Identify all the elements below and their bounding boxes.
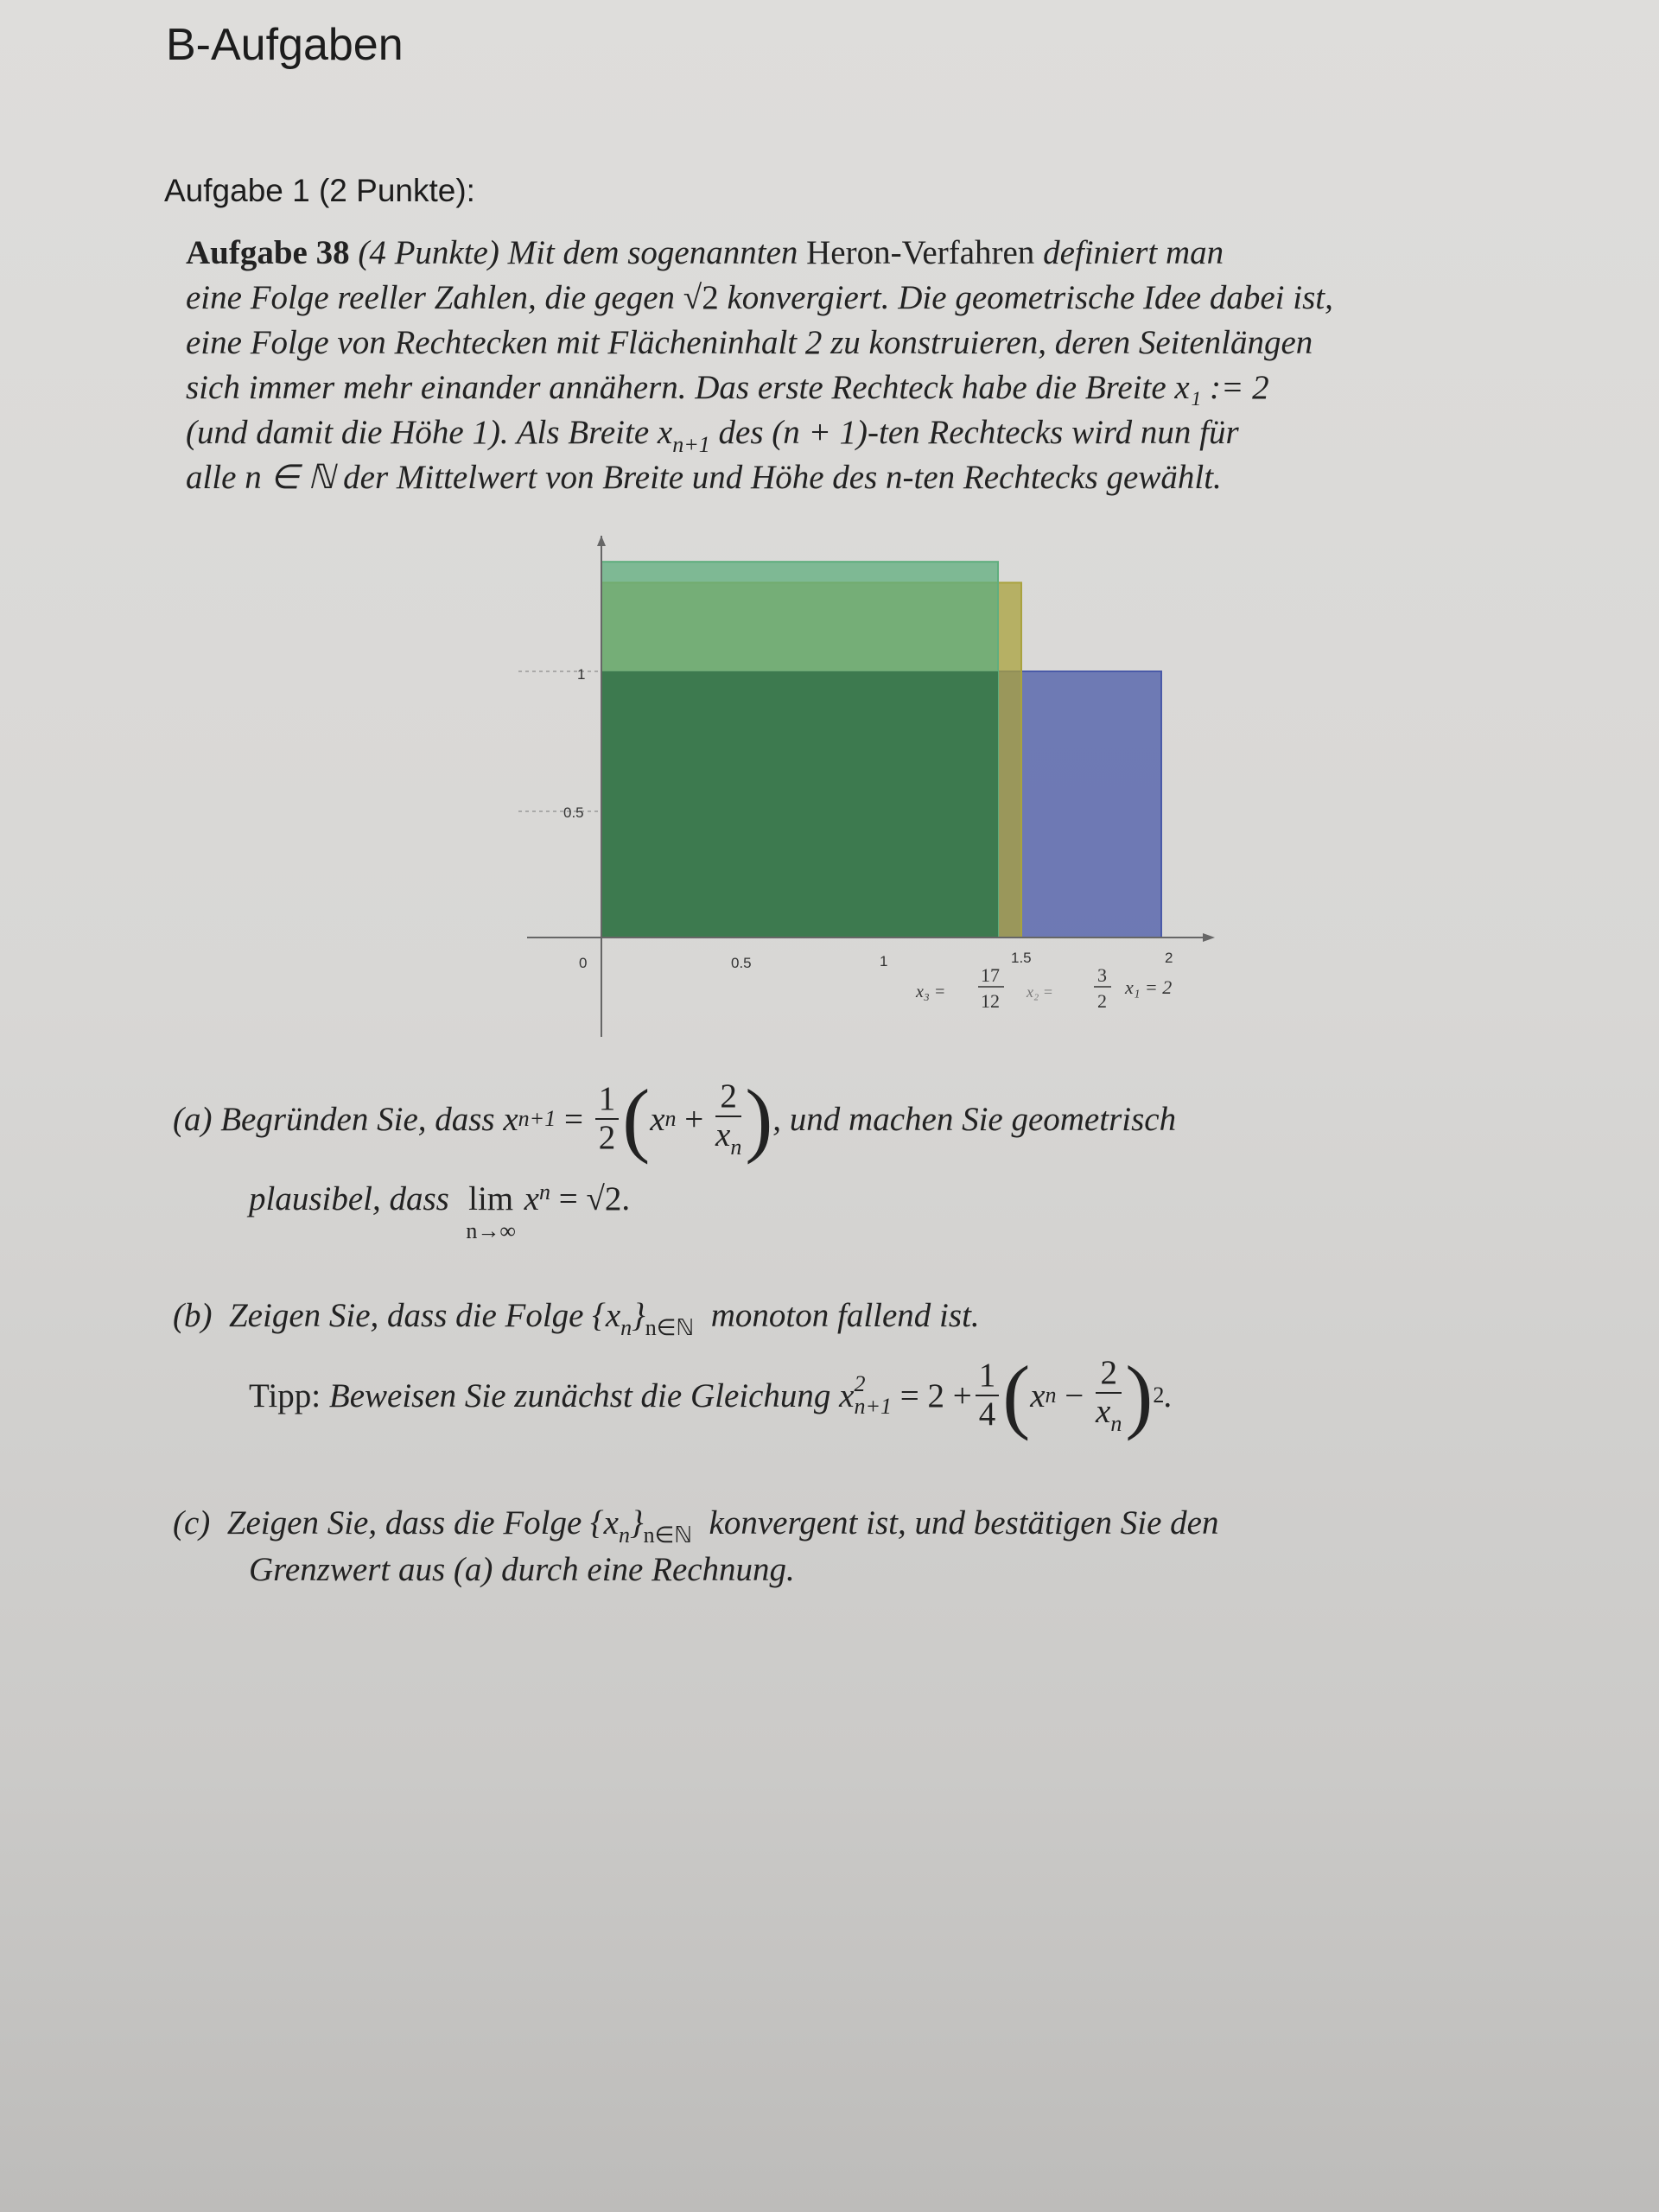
task-line-4: sich immer mehr einander annähern. Das erste Rechteck habe die Breite x₁ := 2 <box>186 369 1269 406</box>
y-axis-arrow-icon <box>597 536 606 546</box>
task-line-2 <box>186 278 1333 317</box>
x-tick-1-5: 1.5 <box>1011 950 1032 966</box>
part-b-brace: } <box>632 1297 645 1334</box>
tip-equals: = 2 + <box>899 1376 972 1414</box>
y-tick-0: 0 <box>579 955 588 971</box>
part-a-line-2 <box>249 1179 630 1244</box>
task-line-3: eine Folge von Rechtecken mit Flächeninhalt 2 zu konstruieren, deren Seitenlängen <box>186 324 1313 361</box>
lim-word: lim <box>468 1180 514 1217</box>
tip-sup: 2 <box>854 1371 866 1396</box>
part-c-label: (c) <box>173 1504 211 1541</box>
x-tick-2: 2 <box>1165 950 1173 966</box>
y-tick-0-5: 0.5 <box>563 804 584 821</box>
x3-denominator: 12 <box>981 990 1000 1012</box>
part-b-text: Zeigen Sie, dass die Folge {x <box>228 1297 621 1334</box>
task-line5-a: (und damit die Höhe 1). Als Breite x <box>186 414 673 451</box>
task-line-6: alle n ∈ ℕ der Mittelwert von Breite und Höhe des n-ten Rechtecks gewählt. <box>186 459 1222 496</box>
xn-den: $x_n$ <box>715 1116 742 1160</box>
half-den: 2 <box>598 1119 616 1156</box>
task-line5-b: des (n + 1)-ten Rechtecks wird nun für <box>718 414 1239 451</box>
part-a-line2-x-sub: n <box>538 1179 550 1205</box>
task-number: Aufgabe 38 <box>186 234 350 271</box>
limit-expression <box>466 1179 516 1244</box>
part-a <box>173 1071 1590 1270</box>
x2-label: x₂ = <box>1027 983 1053 1001</box>
task-line1-a: Mit dem sogenannten <box>507 234 798 271</box>
x3-numerator: 17 <box>981 964 1000 986</box>
x-axis-arrow-icon <box>1203 933 1215 942</box>
two-num: 2 <box>715 1078 741 1117</box>
tip-xn: x <box>1030 1376 1046 1414</box>
part-a-xn: x <box>650 1100 665 1138</box>
part-c <box>173 1503 1590 1607</box>
task-line-1 <box>186 233 1224 272</box>
part-b-label: (b) <box>173 1297 213 1334</box>
y-tick-1: 1 <box>577 666 586 683</box>
left-paren: ( <box>622 1072 651 1165</box>
tip-sub: n+1 <box>854 1394 893 1419</box>
part-a-line2-x: x <box>524 1180 539 1217</box>
task-line2-a: eine Folge reeller Zahlen, die gegen <box>186 279 676 316</box>
part-c-index-set: n∈ℕ <box>643 1522 693 1548</box>
part-b-text2: monoton fallend ist. <box>710 1297 980 1334</box>
tip-right-paren: ) <box>1125 1349 1154 1441</box>
part-b-index-set: n∈ℕ <box>645 1315 695 1340</box>
part-b-line-1 <box>173 1296 980 1341</box>
half-num: 1 <box>595 1081 620 1120</box>
task-line1-c: definiert man <box>1043 234 1224 271</box>
heron-rectangles-figure <box>493 536 1218 1054</box>
part-b-sub: n <box>620 1315 632 1340</box>
part-a-xn-sub: n <box>664 1106 677 1131</box>
part-a-line-1 <box>173 1071 1176 1166</box>
task-line-5 <box>186 413 1239 458</box>
page-title: B-Aufgaben <box>166 20 404 70</box>
part-a-text2: , und machen Sie geometrisch <box>772 1100 1177 1138</box>
x2-denominator: 2 <box>1097 990 1107 1012</box>
tip-label: Tipp: <box>249 1376 321 1414</box>
sqrt-two: √2 <box>683 279 719 316</box>
quarter-den: 4 <box>978 1395 996 1433</box>
part-c-brace: } <box>629 1504 644 1541</box>
lim-subscript: n→∞ <box>466 1218 516 1243</box>
tip-minus: − <box>1065 1376 1084 1414</box>
quarter-fraction <box>976 1357 1000 1433</box>
part-a-sub1: n+1 <box>518 1106 556 1131</box>
part-a-line2-c: = √2. <box>558 1180 631 1217</box>
part-c-sub: n <box>618 1522 630 1548</box>
tip-square: 2 <box>1153 1382 1165 1408</box>
tip-left-paren: ( <box>1002 1349 1031 1441</box>
part-b-tip <box>249 1344 1173 1447</box>
part-a-plus: + <box>684 1100 704 1138</box>
quarter-num: 1 <box>976 1357 1000 1396</box>
overlap-region <box>601 671 998 938</box>
tip-text: Beweisen Sie zunächst die Gleichung x <box>328 1376 855 1414</box>
tip-xn-den: $x_n$ <box>1096 1392 1122 1436</box>
x-tick-0-5: 0.5 <box>731 955 752 971</box>
rectangles-group <box>601 562 1161 938</box>
x1-label: x₁ = 2 <box>1125 976 1173 998</box>
tip-period: . <box>1164 1376 1173 1414</box>
heron-term: Heron-Verfahren <box>806 234 1035 271</box>
exercise-heading: Aufgabe 1 (2 Punkte): <box>164 173 475 208</box>
tip-two-over-xn <box>1096 1355 1122 1436</box>
part-a-text1: Begründen Sie, dass x <box>220 1100 518 1138</box>
task-points: (4 Punkte) <box>358 234 499 271</box>
x-tick-1: 1 <box>880 953 888 969</box>
tip-two-num: 2 <box>1096 1355 1122 1394</box>
part-c-text1-b: konvergent ist, und bestätigen Sie den <box>709 1504 1219 1541</box>
two-over-xn <box>715 1078 741 1160</box>
x2-numerator: 3 <box>1097 964 1107 986</box>
part-a-label: (a) <box>173 1100 213 1138</box>
task-statement <box>186 233 1534 527</box>
part-c-line-2: Grenzwert aus (a) durch eine Rechnung. <box>249 1551 795 1588</box>
tip-xn-sub: n <box>1045 1382 1057 1408</box>
right-paren: ) <box>745 1072 773 1165</box>
part-a-equals: = <box>563 1100 583 1138</box>
part-c-line-1 <box>173 1503 1218 1548</box>
task-line2-b: konvergiert. Die geometrische Idee dabei ist, <box>727 279 1333 316</box>
part-a-line2-a: plausibel, dass <box>249 1180 449 1217</box>
x3-label: x₃ = <box>916 982 946 1001</box>
tip-sup-sub <box>854 1373 892 1418</box>
half-fraction <box>595 1081 620 1157</box>
task-line5-sub: n+1 <box>672 432 710 457</box>
part-c-text1: Zeigen Sie, dass die Folge {x <box>226 1504 619 1541</box>
part-b <box>173 1296 1590 1469</box>
